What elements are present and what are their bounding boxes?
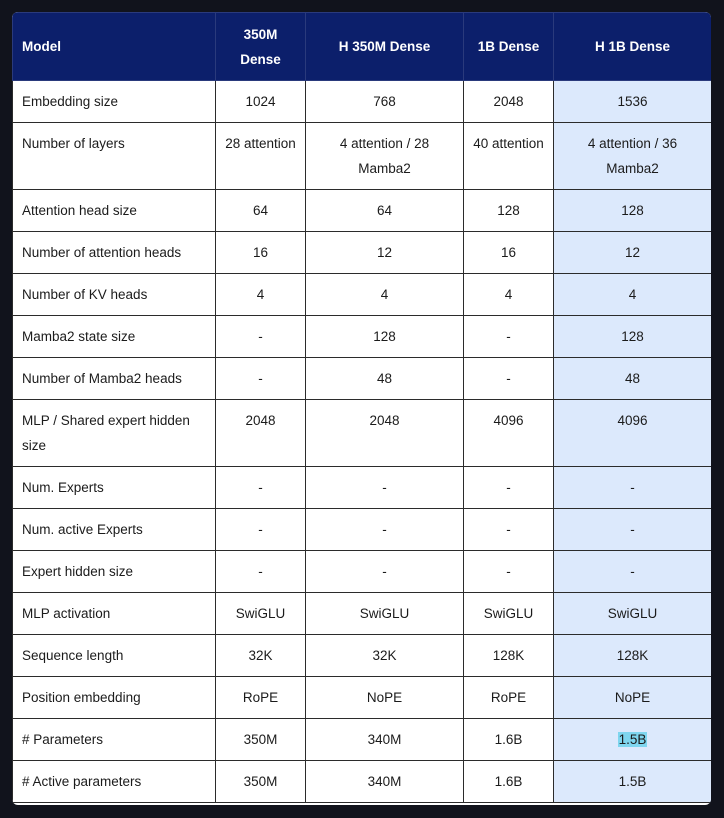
table-row — [13, 190, 712, 232]
table-cell-highlighted: NoPE — [554, 677, 712, 719]
table-cell: - — [216, 358, 306, 400]
row-label: # Parameters — [13, 719, 216, 761]
row-label: Embedding size — [13, 81, 216, 123]
table-cell-highlighted — [554, 719, 712, 761]
table-cell: - — [464, 551, 554, 593]
header-model: Model — [13, 13, 216, 81]
table-cell: 340M — [306, 719, 464, 761]
table-cell-highlighted: 128 — [554, 316, 712, 358]
table-cell: - — [464, 509, 554, 551]
table-cell: RoPE — [464, 677, 554, 719]
table-row — [13, 509, 712, 551]
table-cell-highlighted: SwiGLU — [554, 593, 712, 635]
table-cell: 16 — [216, 232, 306, 274]
header-350m-dense: 350M Dense — [216, 13, 306, 81]
header-h-350m-dense: H 350M Dense — [306, 13, 464, 81]
row-label: Number of layers — [13, 123, 216, 190]
table-cell: 28 attention — [216, 123, 306, 190]
table-cell: 48 — [306, 358, 464, 400]
table-cell: 768 — [306, 81, 464, 123]
table-cell: - — [306, 551, 464, 593]
table-row — [13, 761, 712, 803]
table-cell: 128 — [464, 190, 554, 232]
table-cell: - — [216, 551, 306, 593]
table-cell: NoPE — [306, 677, 464, 719]
model-comparison-table — [12, 12, 711, 803]
row-label: Mamba2 state size — [13, 316, 216, 358]
table-cell-highlighted: 4096 — [554, 400, 712, 467]
row-label: Number of attention heads — [13, 232, 216, 274]
table-row — [13, 400, 712, 467]
row-label: # Active parameters — [13, 761, 216, 803]
table-cell: 64 — [216, 190, 306, 232]
row-label: Attention head size — [13, 190, 216, 232]
table-cell: 2048 — [464, 81, 554, 123]
table-cell: - — [464, 358, 554, 400]
table-cell: 16 — [464, 232, 554, 274]
table-cell-highlighted: 128K — [554, 635, 712, 677]
row-label: Num. Experts — [13, 467, 216, 509]
table-cell: 40 attention — [464, 123, 554, 190]
table-row — [13, 635, 712, 677]
table-cell: 2048 — [216, 400, 306, 467]
row-label: Sequence length — [13, 635, 216, 677]
table-cell: 128K — [464, 635, 554, 677]
table-cell: 32K — [216, 635, 306, 677]
table-cell: - — [306, 509, 464, 551]
table-cell-highlighted: 48 — [554, 358, 712, 400]
table-row — [13, 232, 712, 274]
table-row — [13, 719, 712, 761]
row-label: Position embedding — [13, 677, 216, 719]
table-row — [13, 81, 712, 123]
header-h-1b-dense: H 1B Dense — [554, 13, 712, 81]
table-row — [13, 316, 712, 358]
table-cell: 4096 — [464, 400, 554, 467]
table-cell-highlighted: 12 — [554, 232, 712, 274]
table-cell: - — [216, 509, 306, 551]
table-cell: 1024 — [216, 81, 306, 123]
table-cell-highlighted: 128 — [554, 190, 712, 232]
table-cell: 4 — [464, 274, 554, 316]
table-cell-highlighted: - — [554, 467, 712, 509]
table-cell-highlighted: - — [554, 551, 712, 593]
table-row — [13, 677, 712, 719]
table-cell: - — [306, 467, 464, 509]
row-label: MLP / Shared expert hidden size — [13, 400, 216, 467]
table-cell-highlighted: 1536 — [554, 81, 712, 123]
row-label: MLP activation — [13, 593, 216, 635]
table-cell: 1.6B — [464, 719, 554, 761]
table-cell: 4 — [306, 274, 464, 316]
table-row — [13, 274, 712, 316]
table-header-row — [13, 13, 712, 81]
table-cell: 340M — [306, 761, 464, 803]
table-cell: 4 — [216, 274, 306, 316]
table-row — [13, 358, 712, 400]
table-cell-highlighted: 1.5B — [554, 761, 712, 803]
header-1b-dense: 1B Dense — [464, 13, 554, 81]
table-row — [13, 593, 712, 635]
table-cell: 350M — [216, 761, 306, 803]
text-highlight: 1.5B — [618, 732, 647, 747]
table-cell-highlighted: 4 attention / 36 Mamba2 — [554, 123, 712, 190]
table-cell: - — [464, 316, 554, 358]
table-cell: 128 — [306, 316, 464, 358]
table-cell: SwiGLU — [216, 593, 306, 635]
table-cell: - — [464, 467, 554, 509]
table-cell: 12 — [306, 232, 464, 274]
table-cell: 4 attention / 28 Mamba2 — [306, 123, 464, 190]
table-cell: SwiGLU — [306, 593, 464, 635]
table-cell: SwiGLU — [464, 593, 554, 635]
row-label: Num. active Experts — [13, 509, 216, 551]
table-cell: 2048 — [306, 400, 464, 467]
table-cell: 32K — [306, 635, 464, 677]
table-cell-highlighted: - — [554, 509, 712, 551]
table-cell: - — [216, 316, 306, 358]
row-label: Number of KV heads — [13, 274, 216, 316]
table-cell-highlighted: 4 — [554, 274, 712, 316]
row-label: Expert hidden size — [13, 551, 216, 593]
row-label: Number of Mamba2 heads — [13, 358, 216, 400]
comparison-table-container — [12, 12, 711, 805]
table-cell: RoPE — [216, 677, 306, 719]
table-cell: 64 — [306, 190, 464, 232]
table-row — [13, 467, 712, 509]
table-row — [13, 551, 712, 593]
table-cell: - — [216, 467, 306, 509]
table-cell: 350M — [216, 719, 306, 761]
table-row — [13, 123, 712, 190]
table-cell: 1.6B — [464, 761, 554, 803]
